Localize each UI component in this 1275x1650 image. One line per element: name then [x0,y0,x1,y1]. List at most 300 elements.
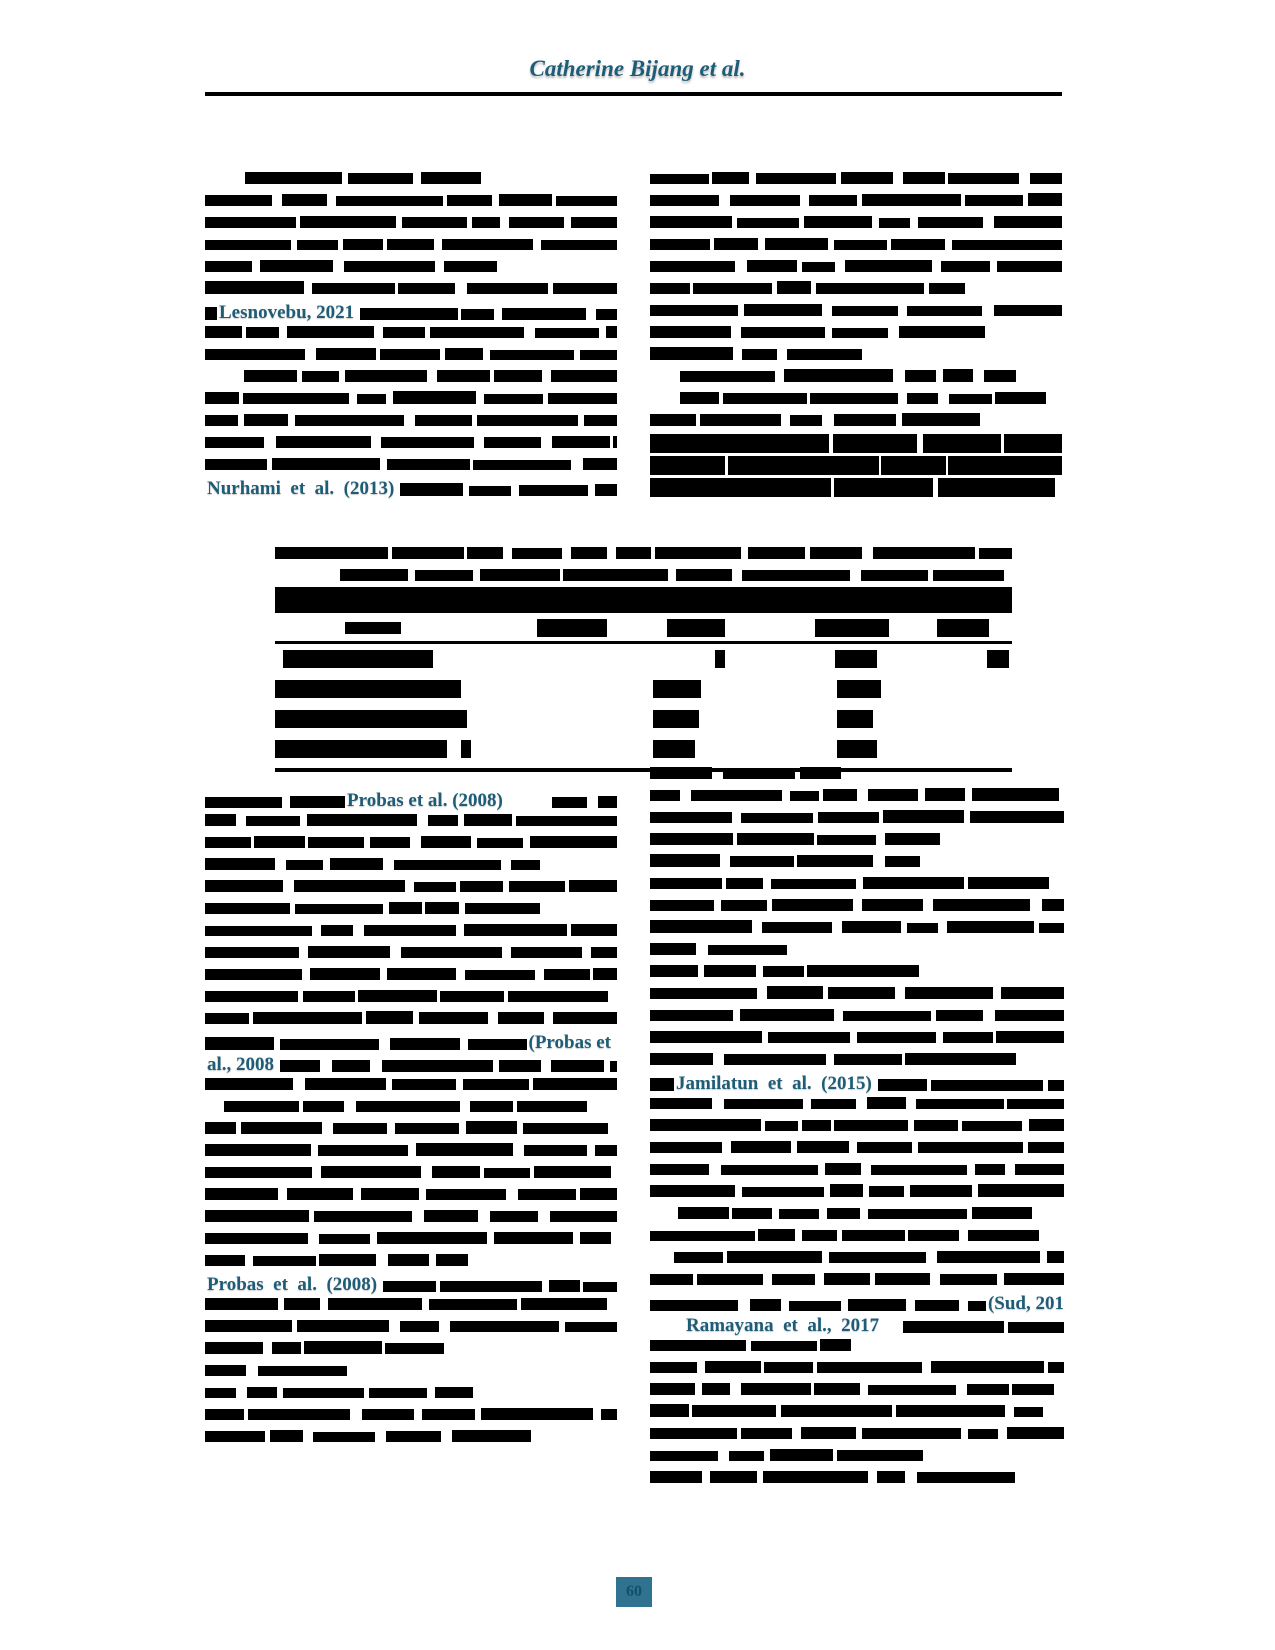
redacted-line [650,280,1062,294]
redaction-chunk [571,547,608,560]
redaction-chunk [1012,1384,1053,1395]
redacted-line [205,1230,617,1244]
redaction-chunk [714,238,758,250]
redaction-chunk [464,814,511,826]
redaction-chunk [650,283,690,294]
redaction-chunk [869,1186,904,1197]
redacted-line [650,1403,1064,1417]
redaction-chunk [463,1079,529,1090]
redacted-line [650,1095,1064,1109]
redaction-chunk [613,436,617,448]
citation-probas-second[interactable]: Probas et al. (2008) [207,1274,378,1295]
redaction-chunk [650,1383,695,1395]
redaction-chunk [936,1010,983,1021]
redaction-chunk [842,1230,904,1241]
redaction-chunk [1007,1099,1064,1109]
redaction-chunk [553,283,617,294]
redaction-chunk [968,1429,998,1439]
redacted-line [650,170,1062,184]
redacted-line [205,236,617,250]
redaction-chunk [879,218,910,228]
citation-probas-break-start[interactable]: (Probas et [528,1032,611,1053]
redaction-chunk [280,1060,320,1072]
redaction-chunk [772,1274,815,1285]
redacted-line [509,794,617,808]
redaction-chunk [321,1166,421,1178]
redacted-line [650,1139,1064,1153]
redacted-line [650,192,1062,206]
redaction-chunk [205,217,296,228]
redacted-line [205,456,617,470]
redaction-chunk [357,394,387,404]
redaction-chunk [828,987,895,999]
redaction-chunk [740,1009,834,1021]
redaction-chunk [997,261,1062,272]
redaction-chunk [366,1011,413,1024]
citation-ramayana[interactable]: Ramayana et al., 2017 [686,1315,880,1336]
redacted-line [650,787,1064,801]
redacted-line [650,1249,1064,1263]
citation-line [650,1315,1064,1337]
redaction-chunk [246,816,299,826]
redaction-chunk [534,1166,611,1178]
table-row [275,648,1012,670]
redaction-chunk [205,240,291,250]
redaction-chunk [916,1099,1004,1109]
redaction-chunk [361,1188,419,1200]
table-row [275,678,1012,700]
redaction-chunk [797,855,873,867]
redaction-chunk [381,437,473,448]
redaction-chunk [741,813,813,823]
redaction-chunk [295,904,383,914]
redaction-chunk [551,370,617,382]
redaction-chunk [650,239,710,251]
redaction-chunk [834,414,896,426]
redaction-chunk [275,547,388,559]
redaction-chunk [358,990,436,1002]
redaction-chunk [948,456,1062,475]
redaction-chunk [732,1208,772,1219]
redacted-line [650,897,1064,911]
redaction-chunk [518,1189,576,1200]
redaction-chunk [918,1142,1023,1153]
redaction-chunk [829,1252,926,1263]
redaction-chunk [205,1122,236,1134]
redaction-chunk [867,1097,906,1109]
citation-line [205,1274,617,1296]
redaction-chunk [318,1145,409,1156]
redaction-chunk [393,391,476,404]
redaction-chunk [444,261,496,272]
redaction-chunk [580,1188,617,1200]
redaction-chunk [705,1361,761,1373]
redacted-line [650,236,1062,250]
redacted-line [205,170,617,184]
redacted-line [205,1340,617,1354]
redaction-chunk [730,195,801,206]
redaction-chunk [430,327,524,338]
redaction-chunk [598,796,617,808]
redaction-chunk [428,815,457,826]
redaction-chunk [224,1101,299,1112]
redaction-chunk [742,570,850,581]
redaction-chunk [282,194,327,206]
redaction-chunk [751,1341,817,1351]
redaction-chunk [811,1099,856,1109]
redaction-chunk [768,1032,850,1043]
redaction-chunk [899,326,985,338]
redaction-chunk [710,1471,757,1483]
redacted-line [280,1058,617,1072]
redaction-chunk [1042,899,1064,911]
redaction-chunk [965,195,1023,207]
citation-nurhami[interactable]: Nurhami et al. (2013) [207,478,395,499]
redaction-chunk [1014,1407,1043,1417]
redaction-chunk [818,812,878,823]
redaction-chunk [1001,987,1064,999]
redaction-chunk [461,740,471,758]
redaction-chunk [1004,434,1062,453]
redaction-chunk [535,328,599,338]
redaction-chunk [425,902,459,914]
redacted-paragraph [650,390,1062,426]
redacted-line [885,1319,1064,1333]
redaction-chunk [995,1010,1064,1021]
redaction-chunk [741,1383,811,1395]
redaction-chunk [650,1164,709,1175]
redacted-line [650,324,1062,338]
redaction-chunk [907,923,938,933]
redaction-chunk [461,309,494,320]
redacted-line [650,1469,1064,1483]
redaction-chunk [650,1404,689,1417]
redaction-chunk [445,348,482,360]
redaction-chunk [994,216,1062,228]
redaction-chunk [650,478,831,497]
redaction-chunk [275,680,461,698]
redaction-chunk [205,1144,311,1156]
redaction-chunk [809,195,858,206]
redaction-chunk [1048,1362,1064,1373]
redaction-chunk [460,881,503,892]
redaction-chunk [650,900,714,911]
redaction-chunk [653,740,695,758]
redaction-chunk [702,1383,730,1395]
redaction-chunk [650,790,680,801]
redaction-chunk [400,1321,440,1332]
redaction-chunk [650,434,829,453]
redaction-chunk [868,1209,967,1219]
redaction-chunk [708,945,788,955]
redaction-chunk [729,1451,764,1461]
redaction-chunk [1028,193,1062,206]
redaction-chunk [650,920,752,933]
redaction-chunk [650,1185,735,1197]
redaction-chunk [580,1232,611,1244]
redacted-line [650,1297,986,1311]
redacted-line [205,1142,617,1156]
redaction-chunk [979,548,1012,559]
redaction-chunk [205,903,290,914]
redaction-chunk [650,988,757,999]
redacted-line [205,324,617,338]
redaction-chunk [490,350,573,360]
redaction-chunk [968,1230,1039,1241]
redaction-chunk [593,968,617,980]
redaction-chunk [650,216,732,228]
redaction-chunk [248,1409,350,1420]
redaction-chunk [569,880,617,892]
redaction-chunk [731,1141,791,1153]
redaction-chunk [830,1184,863,1197]
redaction-chunk [650,1231,755,1241]
redaction-chunk [494,370,542,382]
redacted-line [205,1406,617,1420]
redaction-chunk [845,260,932,272]
redaction-chunk [1029,1119,1064,1131]
redaction-chunk [336,196,443,206]
redaction-chunk [842,921,901,933]
redacted-line [650,1337,1064,1351]
redacted-line [205,214,617,228]
redaction-chunk [857,1142,912,1153]
redaction-chunk [272,1342,301,1354]
redacted-line [205,1164,617,1178]
redaction-chunk [389,902,422,914]
redacted-line [650,1029,1064,1043]
citation-sud[interactable]: (Sud, 201 [987,1293,1064,1314]
redacted-line [650,1161,1064,1175]
redaction-chunk [996,1031,1064,1043]
redaction-chunk [861,570,929,581]
redacted-line [650,390,1062,404]
redaction-chunk [307,814,417,826]
redacted-line [650,302,1062,316]
redaction-chunk [310,968,380,980]
redaction-chunk [344,261,436,272]
redaction-chunk [692,1405,775,1417]
redaction-chunk [873,547,975,559]
redaction-chunk [863,877,965,889]
redaction-chunk [509,881,564,892]
citation-lesnovebu[interactable]: Lesnovebu, 2021 [219,302,355,323]
redaction-chunk [330,858,383,870]
redaction-chunk [382,1060,492,1072]
redaction-chunk [421,172,481,184]
redaction-chunk [421,836,472,848]
redaction-chunk [253,1012,362,1024]
table-row [275,708,1012,730]
redaction-chunk [205,349,305,360]
redacted-line [205,434,617,448]
redaction-chunk [737,218,799,228]
redaction-chunk [650,854,720,867]
redacted-line [650,875,1064,889]
redaction-chunk [422,1409,475,1420]
table-rule [275,641,1012,644]
redaction-chunk [824,1273,870,1285]
redaction-chunk [275,740,447,758]
redaction-chunk [947,921,1034,933]
redaction-chunk [868,789,918,801]
redaction-chunk [297,1320,389,1332]
citation-probas-inline[interactable]: Probas et al. (2008) [347,790,503,811]
redaction-chunk [484,394,543,404]
redaction-chunk [841,172,893,184]
redaction-chunk [650,878,722,889]
redaction-chunk [721,1165,818,1176]
redaction-chunk [241,1122,322,1134]
redaction-chunk [364,925,456,936]
redaction-chunk [790,791,819,801]
redaction-chunk [691,790,782,801]
redaction-chunk [905,987,992,999]
redaction-chunk [544,969,591,980]
redaction-chunk [205,797,282,808]
redaction-chunk [316,348,376,360]
redaction-chunk [800,767,841,779]
redaction-chunk [967,1384,1009,1395]
redaction-chunk [650,1010,733,1021]
redaction-chunk [429,1299,517,1310]
redacted-paragraph [205,812,617,1024]
redaction-chunk [653,680,701,698]
redaction-chunk [764,1362,812,1373]
redaction-chunk [616,547,652,559]
citation-line [205,478,617,500]
redaction-chunk [253,1256,316,1266]
redaction-chunk [521,1298,607,1310]
redaction-chunk [246,327,279,338]
redaction-chunk [987,650,1009,668]
redaction-chunk [533,1078,617,1090]
redaction-chunk [244,370,297,382]
redaction-chunk [205,1255,245,1266]
redaction-chunk [442,239,532,250]
redacted-paragraph [205,1296,617,1442]
redaction-chunk [896,1405,1005,1417]
redaction-chunk [962,1121,1022,1131]
redaction-chunk [995,392,1045,404]
redacted-paragraph [650,1337,1064,1483]
redaction-chunk [416,1143,514,1156]
redaction-chunk [837,710,873,728]
redaction-chunk [763,1471,867,1483]
redaction-chunk [601,1409,617,1420]
redacted-line [650,1271,1064,1285]
redaction-chunk [984,370,1016,382]
redaction-chunk [802,1230,837,1241]
redacted-line [650,919,1064,933]
redacted-line [650,214,1062,228]
redaction-chunk [814,1383,860,1395]
redaction-chunk [498,1012,544,1024]
redaction-chunk [348,173,413,184]
redaction-chunk [302,371,339,382]
redaction-chunk [304,1341,381,1354]
redaction-chunk [862,194,960,206]
redaction-chunk [414,882,456,892]
redaction-chunk [610,1061,617,1072]
redaction-chunk [343,239,382,250]
redaction-chunk [650,1031,762,1043]
redaction-chunk [243,393,349,404]
redaction-chunk [943,1032,993,1043]
redacted-line [205,812,617,826]
redaction-chunk [765,1121,798,1131]
redaction-chunk [333,1123,387,1134]
redaction-chunk [933,899,1031,911]
redacted-line [650,258,1062,272]
redaction-chunk [345,622,401,634]
redaction-chunk [941,261,989,272]
bottom-right-column [650,765,1064,1491]
redacted-line [205,346,617,360]
redaction-chunk [908,1230,959,1241]
header-rule [205,92,1062,96]
redaction-chunk [650,1078,674,1091]
redacted-line [650,853,1064,867]
redacted-line [205,944,617,958]
redaction-chunk [571,217,617,228]
citation-jamilatun[interactable]: Jamilatun et al. (2015) [676,1073,872,1094]
bottom-left-column [205,790,617,1450]
redaction-chunk [650,261,735,272]
redaction-chunk [300,216,396,228]
redacted-line [650,1205,1064,1219]
redaction-chunk [303,1101,345,1112]
redacted-paragraph [650,765,1064,1065]
redacted-line [205,922,617,936]
redaction-chunk [319,1234,371,1244]
redaction-chunk [313,1432,375,1442]
redaction-chunk [523,1123,608,1134]
redaction-chunk [386,1431,441,1442]
redaction-chunk [1008,1322,1064,1333]
redaction-chunk [205,991,298,1002]
redacted-line [205,1318,617,1332]
redaction-chunk [1015,1164,1064,1175]
redacted-line [205,966,617,980]
redaction-chunk [260,260,333,272]
redacted-paragraph [205,324,617,470]
redaction-chunk [205,195,272,206]
redaction-chunk [205,1409,244,1420]
redaction-chunk [885,856,921,867]
redaction-chunk [280,1039,380,1050]
redaction-chunk [426,1189,506,1200]
redaction-chunk [551,1060,604,1072]
redacted-paragraph [650,1095,1064,1285]
redaction-chunk [205,947,299,958]
citation-line [205,302,617,324]
redaction-chunk [205,858,275,870]
redaction-chunk [287,326,374,338]
redaction-chunk [1030,173,1062,184]
redacted-line [205,258,617,272]
redaction-chunk [283,650,433,668]
redaction-chunk [294,880,405,892]
redaction-chunk [937,619,989,637]
redaction-chunk [834,240,887,250]
redaction-chunk [905,370,936,382]
citation-probas-break-end[interactable]: al., 2008 [207,1054,275,1075]
redaction-chunk [205,1037,274,1050]
redaction-chunk [700,414,780,426]
redaction-chunk [862,1428,961,1439]
redaction-chunk [467,547,503,559]
